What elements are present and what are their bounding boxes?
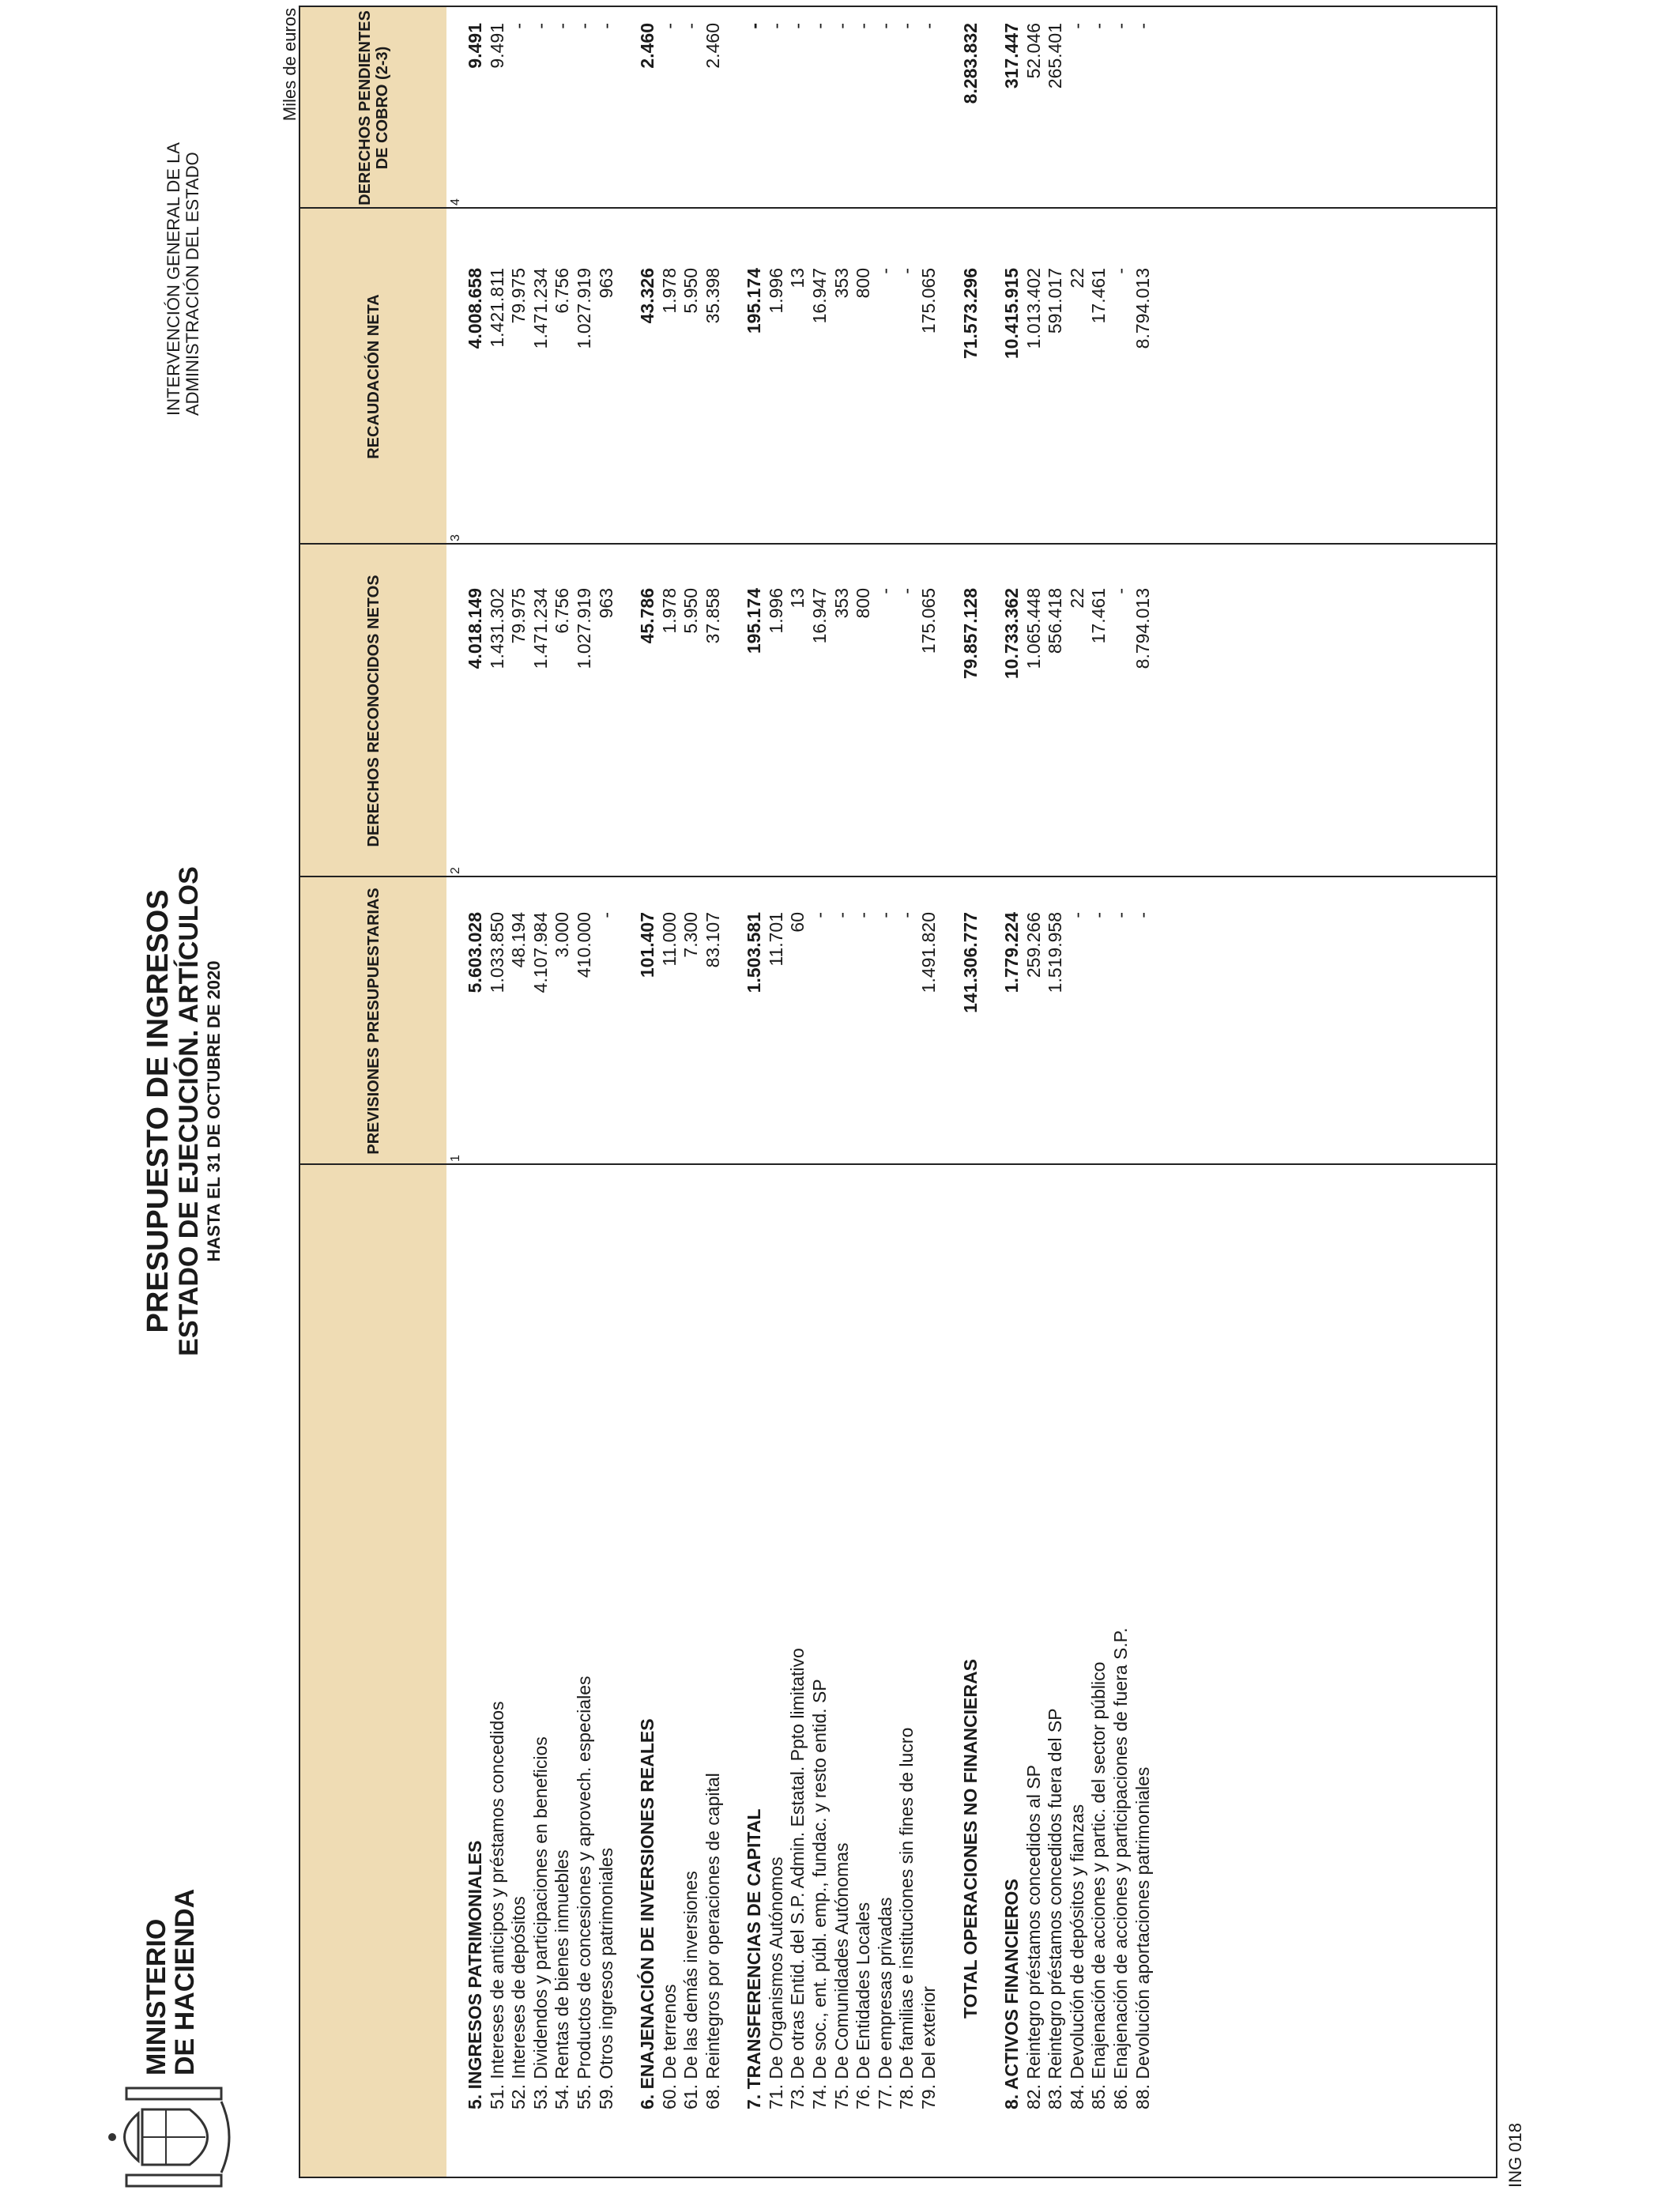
row-value: 195.174: [744, 268, 765, 334]
row-value: 6.756: [552, 588, 573, 634]
row-value: 4.008.658: [465, 268, 485, 349]
header-cell-derechos: [300, 545, 446, 877]
row-value: 5.950: [680, 588, 702, 634]
row-value: 3.000: [552, 912, 573, 958]
ministry-name: [142, 1889, 199, 2075]
row-value: 10.415.915: [1000, 268, 1022, 360]
row-value: 7.300: [680, 912, 702, 958]
row-value: 37.858: [702, 588, 723, 644]
row-value: 175.065: [918, 268, 940, 334]
title-line2: ESTADO DE EJECUCIÓN. ARTÍCULOS: [174, 866, 204, 1356]
row-value: 17.461: [1088, 588, 1109, 644]
ministry-line1: MINISTERIO: [141, 1918, 171, 2075]
row-value: 1.996: [765, 588, 786, 634]
row-label: 85. Enajenación de acciones y partic. del sector público: [1088, 1661, 1109, 2109]
row-value: 22: [1066, 588, 1087, 609]
row-value: -: [1109, 588, 1131, 594]
table-row: [1088, 11, 1109, 2177]
row-value: -: [874, 912, 895, 918]
column-number: 2: [449, 867, 462, 874]
row-label: 77. De empresas privadas: [874, 1897, 895, 2109]
row-value: 1.491.820: [918, 912, 940, 993]
row-value: -: [831, 912, 852, 918]
row-label: 53. Dividendos y participaciones en beneficios: [529, 1736, 551, 2109]
coat-of-arms-icon: [103, 2082, 237, 2192]
row-value: 35.398: [702, 268, 723, 324]
table-row: [831, 11, 852, 2177]
row-value: 1.471.234: [529, 268, 551, 349]
row-value: -: [874, 268, 895, 274]
table-row: [1110, 11, 1131, 2177]
table-row: [875, 11, 895, 2177]
title-date: HASTA EL 31 DE OCTUBRE DE 2020: [204, 960, 224, 1262]
row-value: -: [918, 23, 940, 29]
row-label: 78. De familias e instituciones sin fines de lucro: [896, 1727, 917, 2109]
row-value: -: [853, 23, 874, 29]
header-previsiones: PREVISIONES PRESUPUESTARIAS: [364, 888, 382, 1155]
row-value: -: [896, 912, 917, 918]
row-value: 353: [831, 268, 852, 299]
table-row: [574, 11, 594, 2177]
row-value: 1.503.581: [744, 912, 765, 993]
table-row: [960, 11, 981, 2177]
row-label: 71. De Organismos Autónomos: [765, 1857, 786, 2109]
row-value: -: [1132, 23, 1153, 29]
row-value: -: [853, 912, 874, 918]
table-row: [465, 11, 485, 2177]
row-value: 83.107: [702, 912, 723, 968]
table-row: [552, 11, 572, 2177]
row-value: 71.573.296: [959, 268, 981, 360]
row-value: -: [831, 23, 852, 29]
row-label: 52. Intereses de depósitos: [508, 1896, 529, 2109]
row-value: 11.000: [658, 912, 680, 967]
row-label: 7. TRANSFERENCIAS DE CAPITAL: [744, 1808, 765, 2109]
row-value: 1.471.234: [529, 588, 551, 669]
row-value: -: [1109, 912, 1131, 918]
row-value: 856.418: [1045, 588, 1066, 654]
row-label: 82. Reintegro préstamos concedidos al SP: [1023, 1765, 1044, 2109]
row-label: 54. Rentas de bienes inmuebles: [552, 1849, 573, 2109]
row-value: -: [765, 23, 786, 29]
row-value: 5.603.028: [465, 912, 485, 993]
row-label: 73. De otras Entid. del S.P. Admin. Estatal. Ppto limitativo: [787, 1648, 808, 2109]
row-label: 6. ENAJENACIÓN DE INVERSIONES REALES: [637, 1718, 658, 2109]
table-row: [703, 11, 723, 2177]
igae-name: [164, 142, 202, 416]
table-row: [659, 11, 680, 2177]
row-value: -: [809, 23, 831, 29]
row-value: 8.794.013: [1132, 588, 1153, 669]
table-row: [680, 11, 701, 2177]
row-value: 195.174: [744, 588, 765, 654]
header-cell-previsiones: [300, 877, 446, 1165]
column-number: 1: [449, 1155, 462, 1162]
row-value: 1.027.919: [574, 588, 594, 669]
row-value: 17.461: [1088, 268, 1109, 324]
row-label: 68. Reintegros por operaciones de capital: [702, 1773, 723, 2109]
igae-line1: INTERVENCIÓN GENERAL DE LA: [164, 142, 183, 416]
row-label: 84. Devolución de depósitos y fianzas: [1066, 1804, 1087, 2109]
header-derechos: DERECHOS RECONOCIDOS NETOS: [364, 575, 382, 847]
row-value: 1.996: [765, 268, 786, 314]
row-value: 60: [787, 912, 808, 933]
row-value: 43.326: [637, 268, 658, 324]
budget-table: [299, 6, 1497, 2178]
row-label: 55. Productos de concesiones y aprovech. especiales: [574, 1676, 594, 2109]
row-value: -: [1132, 912, 1153, 918]
row-value: 4.018.149: [465, 588, 485, 669]
row-value: 591.017: [1045, 268, 1066, 334]
row-value: 410.000: [574, 912, 594, 978]
row-value: 1.027.919: [574, 268, 594, 349]
row-value: 52.046: [1023, 23, 1044, 79]
row-value: -: [809, 912, 831, 918]
table-row: [918, 11, 939, 2177]
row-value: 11.701: [765, 912, 786, 967]
row-value: 2.460: [702, 23, 723, 69]
header-cell-pendientes: [300, 7, 446, 209]
row-value: -: [595, 23, 616, 29]
table-row: [809, 11, 830, 2177]
table-row: [853, 11, 873, 2177]
row-value: 79.857.128: [959, 588, 981, 680]
row-value: 6.756: [552, 268, 573, 314]
row-label: 88. Devolución aportaciones patrimoniales: [1132, 1766, 1153, 2109]
table-row: [530, 11, 551, 2177]
igae-line2: ADMINISTRACIÓN DEL ESTADO: [183, 152, 202, 416]
row-value: 963: [595, 268, 616, 299]
row-value: -: [1066, 23, 1087, 29]
row-value: 101.407: [637, 912, 658, 978]
row-value: -: [529, 23, 551, 29]
ministry-line2: DE HACIENDA: [170, 1888, 200, 2075]
table-row: [896, 11, 917, 2177]
row-value: 8.794.013: [1132, 268, 1153, 349]
table-row: [596, 11, 616, 2177]
row-value: 22: [1066, 268, 1087, 288]
row-value: 16.947: [809, 588, 831, 644]
row-label: 8. ACTIVOS FINANCIEROS: [1000, 1879, 1022, 2109]
row-value: 1.978: [658, 268, 680, 314]
units-label: Miles de euros: [280, 8, 299, 122]
table-row: [1023, 11, 1044, 2177]
row-value: 1.065.448: [1023, 588, 1044, 669]
row-value: 800: [853, 268, 874, 299]
row-label: 74. De soc., ent. públ. emp., fundac. y resto entid. SP: [809, 1679, 831, 2109]
row-value: -: [552, 23, 573, 29]
row-value: -: [896, 588, 917, 594]
row-value: 1.033.850: [486, 912, 507, 993]
table-row: [1001, 11, 1022, 2177]
row-value: 1.013.402: [1023, 268, 1044, 349]
row-value: 141.306.777: [959, 912, 981, 1013]
title-line1: PRESUPUESTO DE INGRESOS: [141, 889, 175, 1333]
column-number: 3: [449, 534, 462, 541]
row-label: 5. INGRESOS PATRIMONIALES: [465, 1840, 485, 2109]
row-value: -: [787, 23, 808, 29]
row-label: 51. Intereses de anticipos y préstamos concedidos: [486, 1701, 507, 2109]
footer-code: ING 018: [1505, 2123, 1525, 2188]
row-value: -: [658, 23, 680, 29]
row-label: 76. De Entidades Locales: [853, 1902, 874, 2109]
header-cell-concept: [300, 1165, 446, 2177]
row-value: -: [595, 912, 616, 918]
row-value: -: [1088, 912, 1109, 918]
row-value: 1.421.811: [486, 268, 507, 348]
row-value: -: [1066, 912, 1087, 918]
row-value: -: [1088, 23, 1109, 29]
row-label: 75. De Comunidades Autónomas: [831, 1842, 852, 2109]
table-row: [487, 11, 507, 2177]
row-label: 83. Reintegro préstamos concedidos fuera del SP: [1045, 1708, 1066, 2109]
row-value: -: [896, 268, 917, 274]
row-value: 79.975: [508, 268, 529, 324]
row-value: 317.447: [1000, 23, 1022, 89]
row-value: 1.519.958: [1045, 912, 1066, 993]
row-value: 4.107.984: [529, 912, 551, 993]
table-row: [637, 11, 657, 2177]
row-value: 800: [853, 588, 874, 619]
row-label: TOTAL OPERACIONES NO FINANCIERAS: [959, 1659, 981, 2019]
row-value: -: [1109, 268, 1131, 274]
row-value: 1.431.302: [486, 588, 507, 669]
row-value: 8.283.832: [959, 23, 981, 104]
row-value: -: [508, 23, 529, 29]
row-value: 10.733.362: [1000, 588, 1022, 680]
header-recaudacion: RECAUDACIÓN NETA: [364, 294, 382, 459]
table-row: [508, 11, 529, 2177]
row-value: 79.975: [508, 588, 529, 644]
report-title: [142, 716, 224, 1506]
row-value: 265.401: [1045, 23, 1066, 89]
row-label: 61. De las demás inversiones: [680, 1871, 702, 2109]
row-value: 9.491: [465, 23, 485, 69]
table-row: [1132, 11, 1153, 2177]
table-row: [766, 11, 786, 2177]
row-value: 1.779.224: [1000, 912, 1022, 993]
table-row: [787, 11, 808, 2177]
table-row: [1045, 11, 1065, 2177]
row-value: 9.491: [486, 23, 507, 69]
row-label: 60. De terrenos: [658, 1984, 680, 2109]
row-label: 79. Del exterior: [918, 1986, 940, 2109]
row-value: -: [1109, 23, 1131, 29]
row-value: 2.460: [637, 23, 658, 69]
table-row: [1067, 11, 1087, 2177]
row-value: -: [874, 23, 895, 29]
table-row: [744, 11, 764, 2177]
row-value: -: [874, 588, 895, 594]
row-value: 259.266: [1023, 912, 1044, 978]
row-value: 353: [831, 588, 852, 619]
row-value: 175.065: [918, 588, 940, 654]
header-pendientes: DERECHOS PENDIENTES DE COBRO (2-3): [356, 10, 391, 205]
row-value: 16.947: [809, 268, 831, 324]
row-value: 963: [595, 588, 616, 619]
row-value: -: [574, 23, 594, 29]
row-value: 45.786: [637, 588, 658, 644]
row-value: -: [896, 23, 917, 29]
row-value: -: [744, 23, 765, 29]
row-value: 13: [787, 588, 808, 609]
column-number: 4: [449, 198, 462, 205]
row-label: 86. Enajenación de acciones y participaciones de fuera S.P.: [1109, 1627, 1131, 2109]
row-value: 5.950: [680, 268, 702, 314]
row-label: 59. Otros ingresos patrimoniales: [595, 1847, 616, 2109]
row-value: -: [680, 23, 702, 29]
row-value: 1.978: [658, 588, 680, 634]
header-cell-recaudacion: [300, 209, 446, 545]
row-value: 13: [787, 268, 808, 288]
row-value: 48.194: [508, 912, 529, 968]
